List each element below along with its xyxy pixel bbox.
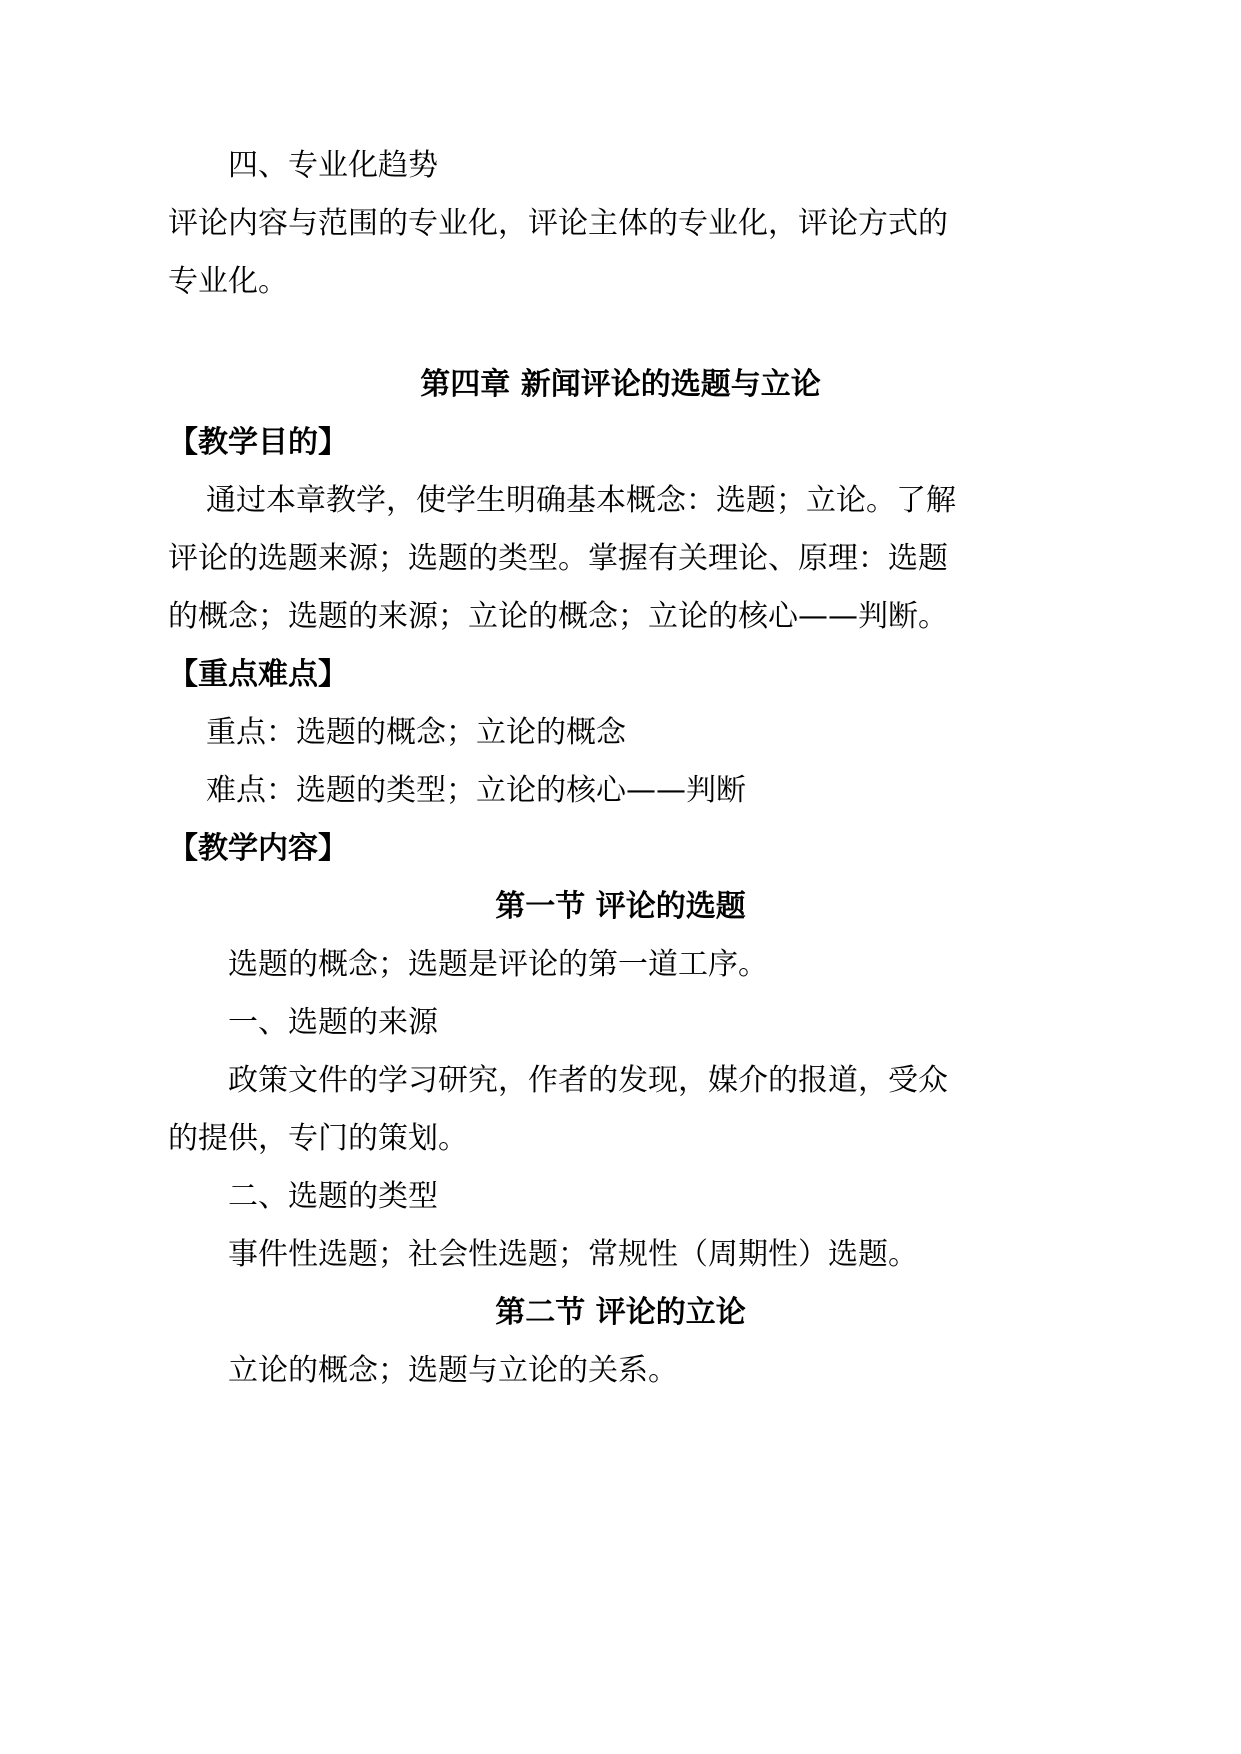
paragraph-line: 的概念；选题的来源；立论的概念；立论的核心——判断。 <box>168 599 948 634</box>
paragraph-line: 事件性选题；社会性选题；常规性（周期性）选题。 <box>228 1237 918 1272</box>
section-heading-specialization: 四、专业化趋势 <box>228 148 438 183</box>
paragraph-line: 政策文件的学习研究，作者的发现，媒介的报道，受众 <box>228 1063 948 1098</box>
subsection-heading: 二、选题的类型 <box>228 1179 438 1214</box>
subsection-heading: 一、选题的来源 <box>228 1005 438 1040</box>
paragraph-line: 立论的概念；选题与立论的关系。 <box>228 1353 678 1388</box>
paragraph-line: 评论内容与范围的专业化，评论主体的专业化，评论方式的 <box>168 206 948 241</box>
paragraph-line: 专业化。 <box>168 264 288 299</box>
chapter-title: 第四章 新闻评论的选题与立论 <box>420 367 821 402</box>
paragraph-line: 的提供，专门的策划。 <box>168 1121 468 1156</box>
section-title: 第一节 评论的选题 <box>495 889 746 924</box>
paragraph-line: 通过本章教学，使学生明确基本概念：选题；立论。了解 <box>206 483 956 518</box>
difficult-point-line: 难点：选题的类型；立论的核心——判断 <box>206 773 746 808</box>
label-teaching-content: 【教学内容】 <box>168 831 348 866</box>
label-teaching-goal: 【教学目的】 <box>168 425 348 460</box>
paragraph-line: 选题的概念；选题是评论的第一道工序。 <box>228 947 768 982</box>
label-key-points: 【重点难点】 <box>168 657 348 692</box>
paragraph-line: 评论的选题来源；选题的类型。掌握有关理论、原理：选题 <box>168 541 948 576</box>
key-point-line: 重点：选题的概念；立论的概念 <box>206 715 626 750</box>
section-title: 第二节 评论的立论 <box>495 1295 746 1330</box>
